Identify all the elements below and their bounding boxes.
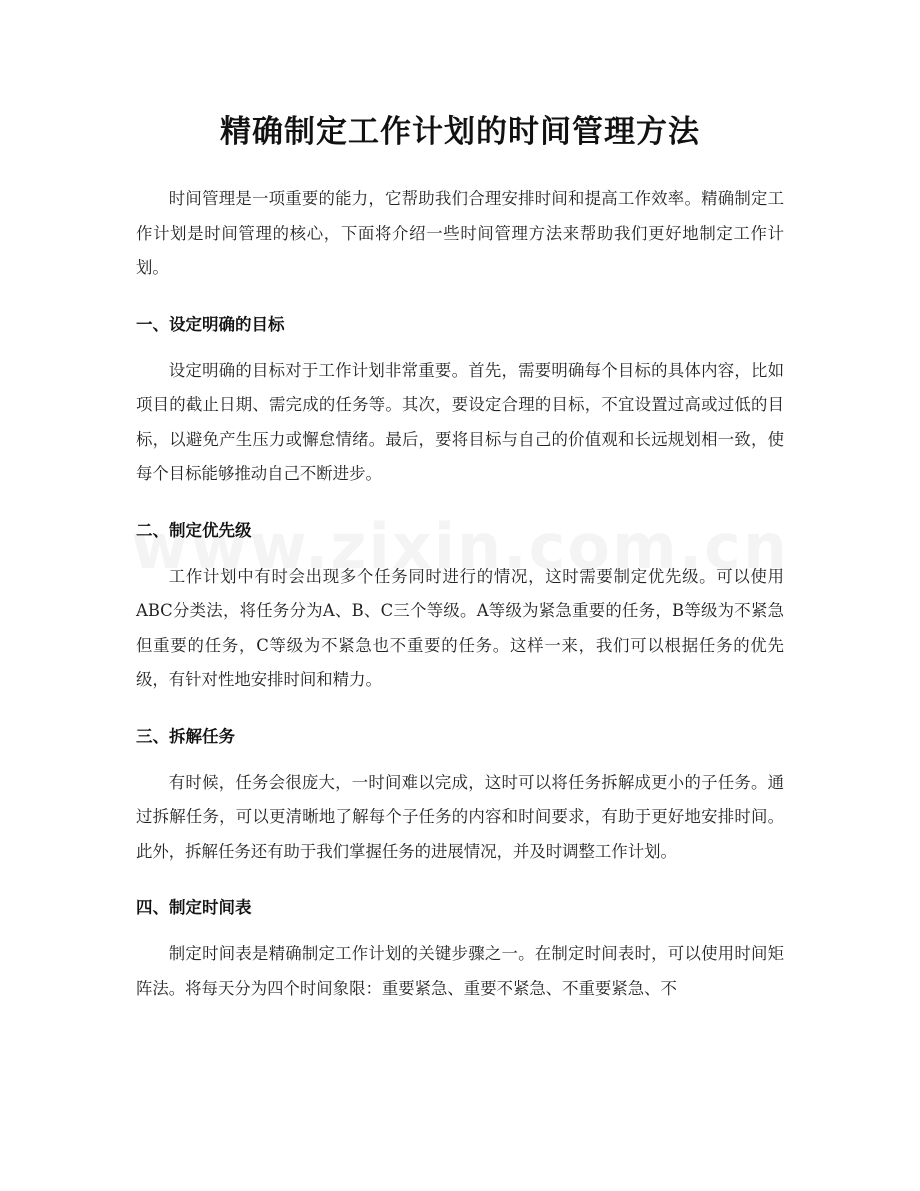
section-1-heading: 一、设定明确的目标: [136, 314, 285, 334]
section-3-heading: 三、拆解任务: [136, 726, 235, 746]
document-content: [136, 108, 784, 1006]
intro-paragraph: 时间管理是一项重要的能力，它帮助我们合理安排时间和提高工作效率。精确制定工作计划是时间管理的核心，下面将介绍一些时间管理方法来帮助我们更好地制定工作计划。: [136, 189, 784, 277]
section-3-body: 有时候，任务会很庞大，一时间难以完成，这时可以将任务拆解成更小的子任务。通过拆解任务，可以更清晰地了解每个子任务的内容和时间要求，有助于更好地安排时间。此外，拆解任务还有助于我们掌握任务的进展情况，并及时调整工作计划。: [136, 772, 784, 861]
document-title: 精确制定工作计划的时间管理方法: [220, 114, 700, 150]
section-1-body: 设定明确的目标对于工作计划非常重要。首先，需要明确每个目标的具体内容，比如项目的截止日期、需完成的任务等。其次，要设定合理的目标，不宜设置过高或过低的目标，以避免产生压力或懈怠情绪。最后，要将目标与自己的价值观和长远规划相一致，使每个目标能够推动自己不断进步。: [136, 360, 784, 483]
section-4-heading: 四、制定时间表: [136, 898, 252, 917]
section-2-heading: 二、制定优先级: [136, 520, 252, 540]
section-2-body: 工作计划中有时会出现多个任务同时进行的情况，这时需要制定优先级。可以使用ABC分类法，将任务分为A、B、C三个等级。A等级为紧急重要的任务，B等级为不紧急但重要的任务，C等级为不紧急也不重要的任务。这样一来，我们可以根据任务的优先级，有针对性地安排时间和精力。: [136, 566, 784, 689]
section-4-body: 制定时间表是精确制定工作计划的关键步骤之一。在制定时间表时，可以使用时间矩阵法。将每天分为四个时间象限：重要紧急、重要不紧急、不重要紧急、不: [136, 944, 784, 998]
